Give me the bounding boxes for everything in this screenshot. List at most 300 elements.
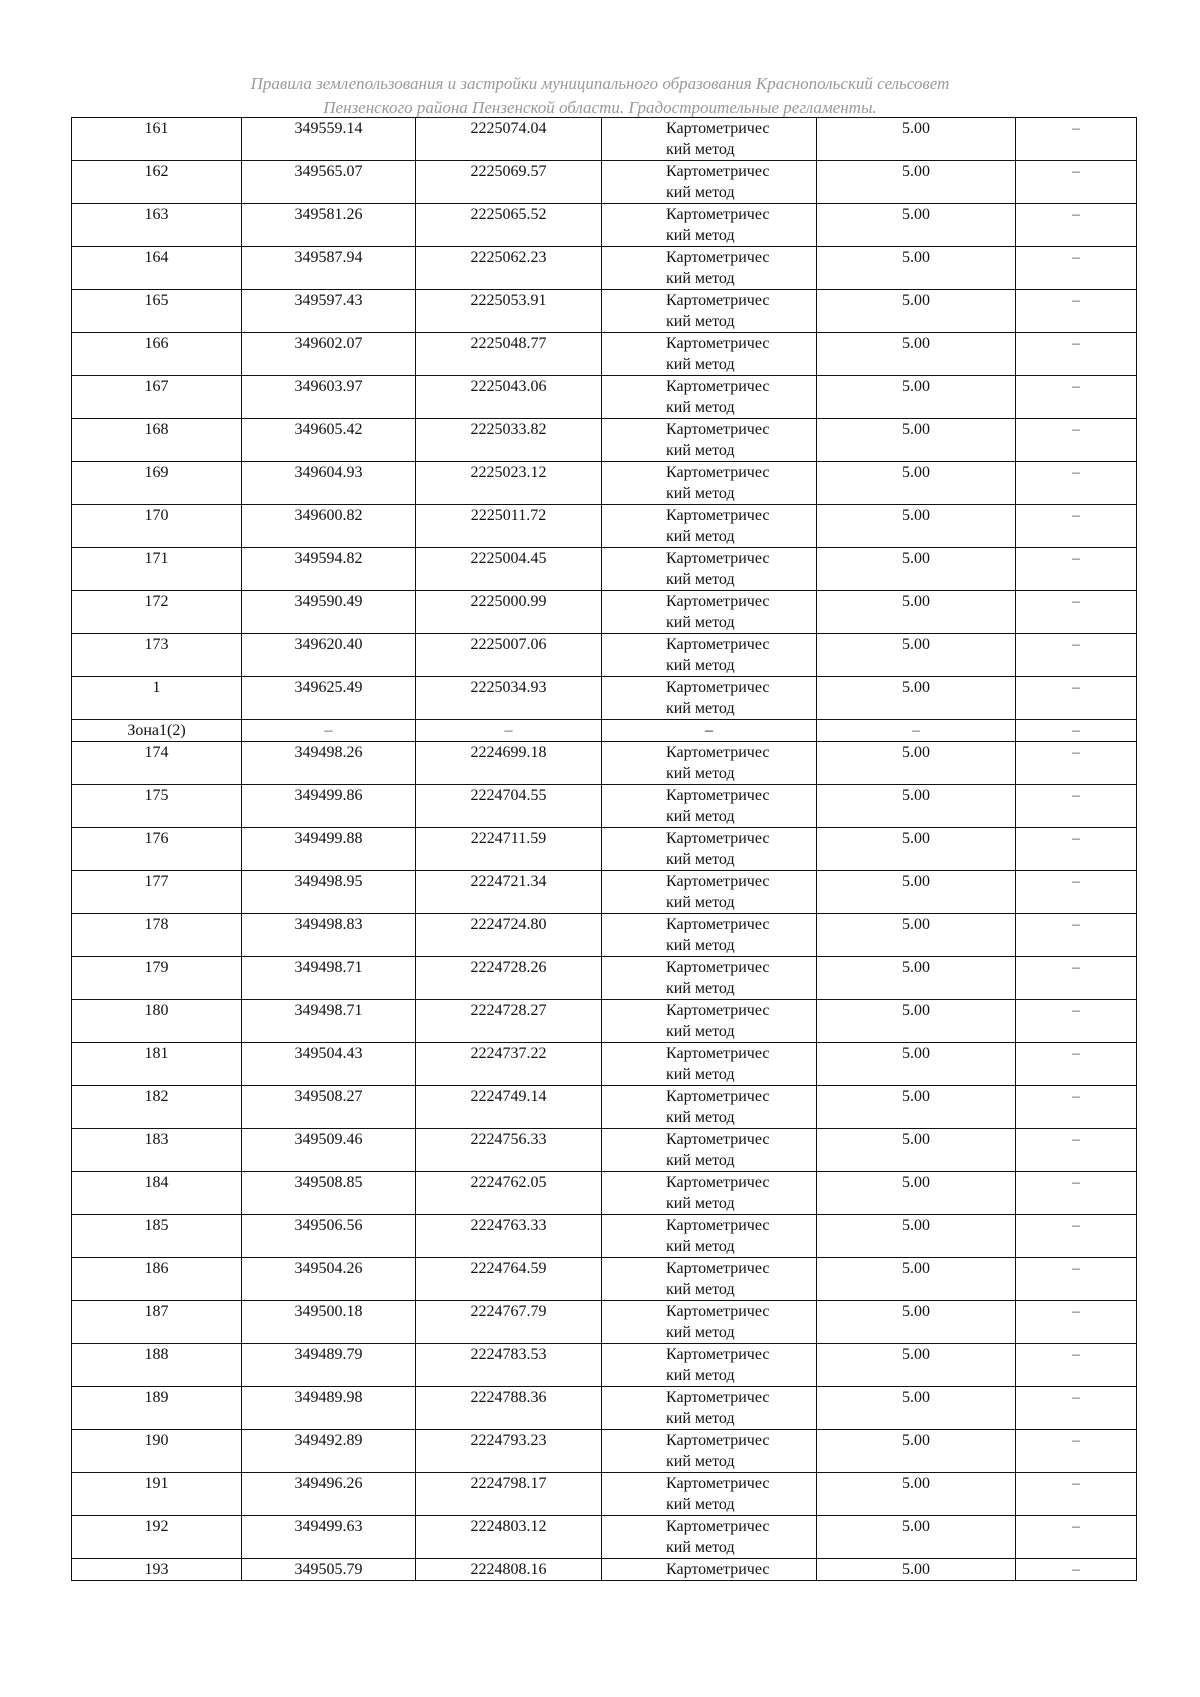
method-text: кий метод [666, 700, 735, 717]
method-text: кий метод [666, 1453, 735, 1470]
y-coordinate-cell: 2225065.52 [416, 204, 602, 247]
method-cell [602, 1559, 817, 1581]
method-text: Картометричес [666, 1131, 770, 1148]
method-cell [602, 1129, 817, 1172]
table-row [72, 1215, 1137, 1258]
accuracy-cell: 5.00 [817, 333, 1016, 376]
extra-cell: – [1016, 419, 1137, 462]
point-number-cell: 172 [72, 591, 242, 634]
method-cell [602, 1516, 817, 1559]
point-number-cell: 186 [72, 1258, 242, 1301]
accuracy-cell: 5.00 [817, 376, 1016, 419]
point-number-cell: 183 [72, 1129, 242, 1172]
x-coordinate-cell: 349587.94 [242, 247, 416, 290]
extra-cell: – [1016, 247, 1137, 290]
table-row [72, 419, 1137, 462]
point-number-cell: 163 [72, 204, 242, 247]
extra-cell: – [1016, 118, 1137, 161]
y-coordinate-cell: 2225043.06 [416, 376, 602, 419]
extra-cell: – [1016, 1516, 1137, 1559]
y-coordinate-cell: 2224783.53 [416, 1344, 602, 1387]
method-text: кий метод [666, 657, 735, 674]
accuracy-cell: 5.00 [817, 828, 1016, 871]
extra-cell: – [1016, 1129, 1137, 1172]
accuracy-cell: 5.00 [817, 1086, 1016, 1129]
table-row [72, 1559, 1137, 1581]
x-coordinate-cell: – [242, 720, 416, 742]
x-coordinate-cell: 349496.26 [242, 1473, 416, 1516]
x-coordinate-cell: 349504.43 [242, 1043, 416, 1086]
method-text: – [705, 722, 713, 739]
y-coordinate-cell: 2224798.17 [416, 1473, 602, 1516]
accuracy-cell: 5.00 [817, 634, 1016, 677]
method-text: кий метод [666, 399, 735, 416]
point-number-cell: 193 [72, 1559, 242, 1581]
table-row [72, 1301, 1137, 1344]
method-text: кий метод [666, 485, 735, 502]
y-coordinate-cell: 2225034.93 [416, 677, 602, 720]
table-row [72, 505, 1137, 548]
accuracy-cell: 5.00 [817, 247, 1016, 290]
accuracy-cell: 5.00 [817, 677, 1016, 720]
x-coordinate-cell: 349597.43 [242, 290, 416, 333]
method-text: кий метод [666, 227, 735, 244]
table-row [72, 1344, 1137, 1387]
method-text: кий метод [666, 1324, 735, 1341]
table-row [72, 462, 1137, 505]
x-coordinate-cell: 349590.49 [242, 591, 416, 634]
method-cell [602, 914, 817, 957]
method-text: кий метод [666, 980, 735, 997]
method-cell [602, 1344, 817, 1387]
x-coordinate-cell: 349506.56 [242, 1215, 416, 1258]
method-text: Картометричес [666, 1475, 770, 1492]
extra-cell: – [1016, 204, 1137, 247]
method-text: Картометричес [666, 1561, 770, 1578]
method-text: Картометричес [666, 421, 770, 438]
page-header [0, 72, 1200, 120]
method-text: кий метод [666, 1367, 735, 1384]
table-row [72, 871, 1137, 914]
method-cell [602, 1215, 817, 1258]
table-row [72, 914, 1137, 957]
extra-cell: – [1016, 1215, 1137, 1258]
method-cell [602, 1086, 817, 1129]
extra-cell: – [1016, 376, 1137, 419]
table-row [72, 290, 1137, 333]
accuracy-cell: – [817, 720, 1016, 742]
x-coordinate-cell: 349498.83 [242, 914, 416, 957]
extra-cell: – [1016, 548, 1137, 591]
point-number-cell: 173 [72, 634, 242, 677]
accuracy-cell: 5.00 [817, 1043, 1016, 1086]
method-cell [602, 1258, 817, 1301]
method-cell [602, 333, 817, 376]
method-text: Картометричес [666, 292, 770, 309]
method-cell [602, 548, 817, 591]
accuracy-cell: 5.00 [817, 914, 1016, 957]
accuracy-cell: 5.00 [817, 161, 1016, 204]
extra-cell: – [1016, 1043, 1137, 1086]
accuracy-cell: 5.00 [817, 591, 1016, 634]
accuracy-cell: 5.00 [817, 419, 1016, 462]
x-coordinate-cell: 349602.07 [242, 333, 416, 376]
accuracy-cell: 5.00 [817, 1559, 1016, 1581]
method-text: кий метод [666, 851, 735, 868]
table-row [72, 376, 1137, 419]
method-text: кий метод [666, 1238, 735, 1255]
method-cell [602, 591, 817, 634]
method-text: кий метод [666, 1539, 735, 1556]
point-number-cell: 166 [72, 333, 242, 376]
method-cell [602, 1172, 817, 1215]
method-text: кий метод [666, 528, 735, 545]
method-cell [602, 505, 817, 548]
method-text: кий метод [666, 614, 735, 631]
method-text: кий метод [666, 765, 735, 782]
point-number-cell: 181 [72, 1043, 242, 1086]
method-cell [602, 871, 817, 914]
method-cell [602, 161, 817, 204]
extra-cell: – [1016, 1301, 1137, 1344]
extra-cell: – [1016, 871, 1137, 914]
x-coordinate-cell: 349489.79 [242, 1344, 416, 1387]
accuracy-cell: 5.00 [817, 462, 1016, 505]
table-row [72, 957, 1137, 1000]
method-text: Картометричес [666, 593, 770, 610]
x-coordinate-cell: 349498.95 [242, 871, 416, 914]
method-text: кий метод [666, 1152, 735, 1169]
y-coordinate-cell: 2224763.33 [416, 1215, 602, 1258]
accuracy-cell: 5.00 [817, 1473, 1016, 1516]
accuracy-cell: 5.00 [817, 204, 1016, 247]
y-coordinate-cell: 2224788.36 [416, 1387, 602, 1430]
method-text: кий метод [666, 442, 735, 459]
y-coordinate-cell: 2225033.82 [416, 419, 602, 462]
method-text: кий метод [666, 141, 735, 158]
method-text: кий метод [666, 356, 735, 373]
point-number-cell: 169 [72, 462, 242, 505]
table-row [72, 1516, 1137, 1559]
extra-cell: – [1016, 677, 1137, 720]
point-number-cell: 178 [72, 914, 242, 957]
point-number-cell: 1 [72, 677, 242, 720]
table-row [72, 634, 1137, 677]
extra-cell: – [1016, 914, 1137, 957]
extra-cell: – [1016, 1172, 1137, 1215]
method-cell [602, 785, 817, 828]
x-coordinate-cell: 349600.82 [242, 505, 416, 548]
extra-cell: – [1016, 290, 1137, 333]
table-row [72, 828, 1137, 871]
extra-cell: – [1016, 720, 1137, 742]
extra-cell: – [1016, 462, 1137, 505]
x-coordinate-cell: 349620.40 [242, 634, 416, 677]
method-text: Картометричес [666, 1002, 770, 1019]
x-coordinate-cell: 349500.18 [242, 1301, 416, 1344]
method-text: кий метод [666, 937, 735, 954]
method-text: Картометричес [666, 1518, 770, 1535]
accuracy-cell: 5.00 [817, 1172, 1016, 1215]
method-text: Картометричес [666, 1303, 770, 1320]
table-row [72, 204, 1137, 247]
y-coordinate-cell: 2224808.16 [416, 1559, 602, 1581]
extra-cell: – [1016, 505, 1137, 548]
method-cell [602, 957, 817, 1000]
method-text: Картометричес [666, 787, 770, 804]
y-coordinate-cell: 2224721.34 [416, 871, 602, 914]
extra-cell: – [1016, 1430, 1137, 1473]
table-row [72, 742, 1137, 785]
accuracy-cell: 5.00 [817, 871, 1016, 914]
method-text: кий метод [666, 1066, 735, 1083]
table-row [72, 677, 1137, 720]
x-coordinate-cell: 349499.63 [242, 1516, 416, 1559]
table-row [72, 118, 1137, 161]
accuracy-cell: 5.00 [817, 290, 1016, 333]
y-coordinate-cell: 2224764.59 [416, 1258, 602, 1301]
x-coordinate-cell: 349565.07 [242, 161, 416, 204]
point-number-cell: Зона1(2) [72, 720, 242, 742]
table-row [72, 548, 1137, 591]
x-coordinate-cell: 349504.26 [242, 1258, 416, 1301]
y-coordinate-cell: 2224762.05 [416, 1172, 602, 1215]
table-row [72, 1043, 1137, 1086]
x-coordinate-cell: 349492.89 [242, 1430, 416, 1473]
extra-cell: – [1016, 634, 1137, 677]
x-coordinate-cell: 349499.88 [242, 828, 416, 871]
y-coordinate-cell: 2224699.18 [416, 742, 602, 785]
point-number-cell: 185 [72, 1215, 242, 1258]
method-text: Картометричес [666, 830, 770, 847]
x-coordinate-cell: 349508.27 [242, 1086, 416, 1129]
y-coordinate-cell: 2224728.26 [416, 957, 602, 1000]
extra-cell: – [1016, 161, 1137, 204]
accuracy-cell: 5.00 [817, 957, 1016, 1000]
extra-cell: – [1016, 742, 1137, 785]
method-text: Картометричес [666, 1088, 770, 1105]
point-number-cell: 165 [72, 290, 242, 333]
table-row [72, 591, 1137, 634]
method-text: Картометричес [666, 163, 770, 180]
extra-cell: – [1016, 1473, 1137, 1516]
y-coordinate-cell: 2225011.72 [416, 505, 602, 548]
x-coordinate-cell: 349625.49 [242, 677, 416, 720]
y-coordinate-cell: 2224704.55 [416, 785, 602, 828]
accuracy-cell: 5.00 [817, 1215, 1016, 1258]
table-row [72, 1129, 1137, 1172]
table-row [72, 247, 1137, 290]
method-text: Картометричес [666, 507, 770, 524]
method-text: кий метод [666, 184, 735, 201]
table-row [72, 1000, 1137, 1043]
table-row [72, 1172, 1137, 1215]
method-text: кий метод [666, 313, 735, 330]
x-coordinate-cell: 349489.98 [242, 1387, 416, 1430]
method-cell [602, 720, 817, 742]
method-cell [602, 1301, 817, 1344]
x-coordinate-cell: 349605.42 [242, 419, 416, 462]
method-text: кий метод [666, 1195, 735, 1212]
extra-cell: – [1016, 333, 1137, 376]
method-text: кий метод [666, 894, 735, 911]
extra-cell: – [1016, 1559, 1137, 1581]
method-text: Картометричес [666, 335, 770, 352]
method-text: Картометричес [666, 1432, 770, 1449]
extra-cell: – [1016, 785, 1137, 828]
method-text: Картометричес [666, 744, 770, 761]
method-cell [602, 247, 817, 290]
x-coordinate-cell: 349499.86 [242, 785, 416, 828]
point-number-cell: 175 [72, 785, 242, 828]
accuracy-cell: 5.00 [817, 1344, 1016, 1387]
accuracy-cell: 5.00 [817, 548, 1016, 591]
point-number-cell: 187 [72, 1301, 242, 1344]
point-number-cell: 184 [72, 1172, 242, 1215]
point-number-cell: 189 [72, 1387, 242, 1430]
x-coordinate-cell: 349505.79 [242, 1559, 416, 1581]
accuracy-cell: 5.00 [817, 742, 1016, 785]
accuracy-cell: 5.00 [817, 1000, 1016, 1043]
point-number-cell: 161 [72, 118, 242, 161]
point-number-cell: 190 [72, 1430, 242, 1473]
point-number-cell: 167 [72, 376, 242, 419]
accuracy-cell: 5.00 [817, 505, 1016, 548]
extra-cell: – [1016, 591, 1137, 634]
accuracy-cell: 5.00 [817, 1258, 1016, 1301]
y-coordinate-cell: 2225004.45 [416, 548, 602, 591]
y-coordinate-cell: 2224749.14 [416, 1086, 602, 1129]
point-number-cell: 176 [72, 828, 242, 871]
method-text: Картометричес [666, 120, 770, 137]
y-coordinate-cell: 2225048.77 [416, 333, 602, 376]
header-line-2: Пензенского района Пензенской области. Градостроительные регламенты. [323, 98, 877, 117]
method-text: Картометричес [666, 1346, 770, 1363]
point-number-cell: 188 [72, 1344, 242, 1387]
accuracy-cell: 5.00 [817, 1430, 1016, 1473]
point-number-cell: 164 [72, 247, 242, 290]
point-number-cell: 174 [72, 742, 242, 785]
y-coordinate-cell: 2224737.22 [416, 1043, 602, 1086]
x-coordinate-cell: 349604.93 [242, 462, 416, 505]
extra-cell: – [1016, 957, 1137, 1000]
table-row [72, 1387, 1137, 1430]
y-coordinate-cell: 2225074.04 [416, 118, 602, 161]
method-text: Картометричес [666, 1260, 770, 1277]
y-coordinate-cell: 2225069.57 [416, 161, 602, 204]
point-number-cell: 168 [72, 419, 242, 462]
accuracy-cell: 5.00 [817, 1516, 1016, 1559]
point-number-cell: 180 [72, 1000, 242, 1043]
method-text: Картометричес [666, 1045, 770, 1062]
method-text: кий метод [666, 808, 735, 825]
y-coordinate-cell: 2225000.99 [416, 591, 602, 634]
y-coordinate-cell: 2224793.23 [416, 1430, 602, 1473]
point-number-cell: 162 [72, 161, 242, 204]
y-coordinate-cell: 2224711.59 [416, 828, 602, 871]
y-coordinate-cell: 2224803.12 [416, 1516, 602, 1559]
method-cell [602, 1043, 817, 1086]
accuracy-cell: 5.00 [817, 785, 1016, 828]
point-number-cell: 177 [72, 871, 242, 914]
x-coordinate-cell: 349559.14 [242, 118, 416, 161]
method-cell [602, 828, 817, 871]
method-text: кий метод [666, 1496, 735, 1513]
extra-cell: – [1016, 828, 1137, 871]
method-text: кий метод [666, 1109, 735, 1126]
method-cell [602, 1473, 817, 1516]
method-text: кий метод [666, 1281, 735, 1298]
coordinates-table [71, 117, 1137, 1581]
method-cell [602, 118, 817, 161]
method-text: кий метод [666, 1023, 735, 1040]
method-cell [602, 462, 817, 505]
y-coordinate-cell: 2224756.33 [416, 1129, 602, 1172]
table-row [72, 785, 1137, 828]
y-coordinate-cell: 2225023.12 [416, 462, 602, 505]
y-coordinate-cell: 2224767.79 [416, 1301, 602, 1344]
point-number-cell: 182 [72, 1086, 242, 1129]
method-cell [602, 376, 817, 419]
point-number-cell: 171 [72, 548, 242, 591]
method-text: кий метод [666, 1410, 735, 1427]
table-row [72, 1086, 1137, 1129]
x-coordinate-cell: 349498.26 [242, 742, 416, 785]
method-text: Картометричес [666, 464, 770, 481]
method-text: Картометричес [666, 959, 770, 976]
method-text: Картометричес [666, 636, 770, 653]
y-coordinate-cell: 2225007.06 [416, 634, 602, 677]
x-coordinate-cell: 349509.46 [242, 1129, 416, 1172]
extra-cell: – [1016, 1387, 1137, 1430]
coordinates-table-body [72, 118, 1137, 1581]
method-cell [602, 290, 817, 333]
y-coordinate-cell: 2225053.91 [416, 290, 602, 333]
extra-cell: – [1016, 1000, 1137, 1043]
method-text: Картометричес [666, 679, 770, 696]
table-row [72, 1258, 1137, 1301]
method-cell [602, 677, 817, 720]
method-text: Картометричес [666, 249, 770, 266]
y-coordinate-cell: 2224724.80 [416, 914, 602, 957]
point-number-cell: 170 [72, 505, 242, 548]
zone-row [72, 720, 1137, 742]
x-coordinate-cell: 349581.26 [242, 204, 416, 247]
method-text: кий метод [666, 571, 735, 588]
point-number-cell: 192 [72, 1516, 242, 1559]
table-row [72, 333, 1137, 376]
point-number-cell: 179 [72, 957, 242, 1000]
y-coordinate-cell: 2225062.23 [416, 247, 602, 290]
method-text: Картометричес [666, 378, 770, 395]
x-coordinate-cell: 349508.85 [242, 1172, 416, 1215]
accuracy-cell: 5.00 [817, 118, 1016, 161]
method-text: Картометричес [666, 1174, 770, 1191]
accuracy-cell: 5.00 [817, 1301, 1016, 1344]
y-coordinate-cell: – [416, 720, 602, 742]
method-cell [602, 1430, 817, 1473]
method-cell [602, 1387, 817, 1430]
x-coordinate-cell: 349498.71 [242, 1000, 416, 1043]
y-coordinate-cell: 2224728.27 [416, 1000, 602, 1043]
x-coordinate-cell: 349603.97 [242, 376, 416, 419]
table-row [72, 1430, 1137, 1473]
x-coordinate-cell: 349498.71 [242, 957, 416, 1000]
method-text: Картометричес [666, 873, 770, 890]
method-cell [602, 419, 817, 462]
extra-cell: – [1016, 1086, 1137, 1129]
point-number-cell: 191 [72, 1473, 242, 1516]
